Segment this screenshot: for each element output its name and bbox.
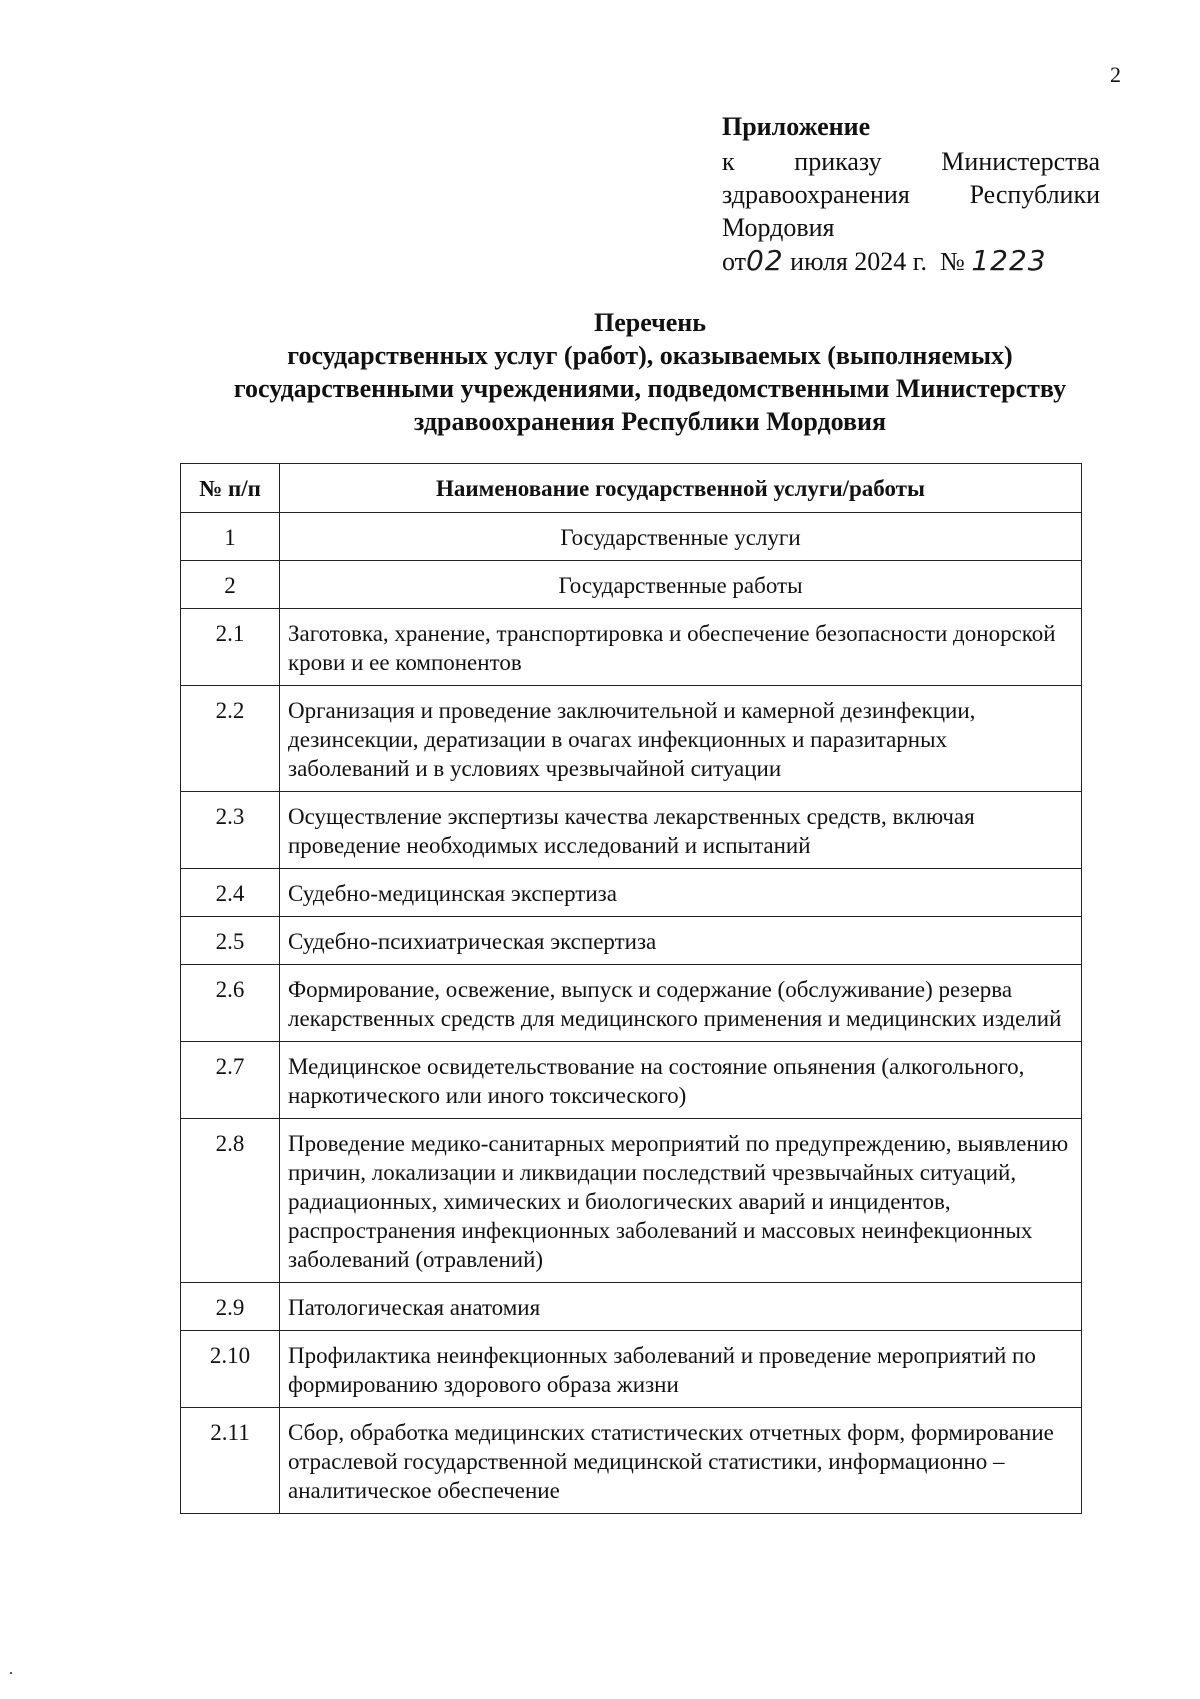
table-row	[181, 917, 1082, 965]
table-row	[181, 686, 1082, 792]
row-num: 2.11	[181, 1408, 280, 1514]
title-line-1: Перечень	[593, 308, 707, 337]
row-name: Государственные услуги	[280, 513, 1082, 561]
row-name: Осуществление экспертизы качества лекарственных средств, включая проведение необходимых исследований и испытаний	[280, 792, 1082, 869]
row-num: 2.10	[181, 1331, 280, 1408]
row-num: 2.4	[181, 869, 280, 917]
appendix-line-3: Мордовия	[722, 213, 835, 242]
table-row	[181, 1283, 1082, 1331]
row-name: Судебно-психиатрическая экспертиза	[280, 917, 1082, 965]
title-line-3: государственными учреждениями, подведомственными Министерству	[233, 374, 1067, 403]
table-row	[181, 1119, 1082, 1283]
table-row	[181, 513, 1082, 561]
table-row	[181, 1408, 1082, 1514]
row-name: Профилактика неинфекционных заболеваний и проведение мероприятий по формированию здорового образа жизни	[280, 1331, 1082, 1408]
row-name: Проведение медико-санитарных мероприятий по предупреждению, выявлению причин, локализации и ликвидации последствий чрезвычайных ситуаций, радиационных, химических и биологических аварий и инцидентов, распространения инфекционных заболеваний и массовых неинфекционных заболеваний (отравлений)	[280, 1119, 1082, 1283]
page-number: 2	[1110, 62, 1121, 87]
row-num: 2	[181, 561, 280, 609]
row-num: 2.3	[181, 792, 280, 869]
table-row	[181, 561, 1082, 609]
scan-speck	[10, 1672, 12, 1674]
row-num: 2.2	[181, 686, 280, 792]
table-row	[181, 869, 1082, 917]
row-name: Медицинское освидетельствование на состояние опьянения (алкогольного, наркотического или иного токсического)	[280, 1042, 1082, 1119]
row-name: Формирование, освежение, выпуск и содержание (обслуживание) резерва лекарственных средств для медицинского применения и медицинских изделий	[280, 965, 1082, 1042]
table-row	[181, 1042, 1082, 1119]
row-name: Патологическая анатомия	[280, 1283, 1082, 1331]
row-num: 2.1	[181, 609, 280, 686]
row-name: Судебно-медицинская экспертиза	[280, 869, 1082, 917]
row-num: 2.7	[181, 1042, 280, 1119]
row-num: 2.8	[181, 1119, 280, 1283]
date-prefix: от	[722, 247, 747, 276]
row-num: 1	[181, 513, 280, 561]
appendix-block	[722, 110, 1100, 278]
row-name: Сбор, обработка медицинских статистических отчетных форм, формирование отраслевой государственной медицинской статистики, информационно – аналитическое обеспечение	[280, 1408, 1082, 1514]
row-name: Организация и проведение заключительной и камерной дезинфекции, дезинсекции, дератизации в очагах инфекционных и паразитарных заболеваний и в условиях чрезвычайной ситуации	[280, 686, 1082, 792]
header-name: Наименование государственной услуги/работы	[280, 464, 1082, 513]
row-name: Государственные работы	[280, 561, 1082, 609]
table-row	[181, 1331, 1082, 1408]
services-table	[180, 463, 1082, 1514]
appendix-date-line	[722, 244, 1100, 278]
row-num: 2.5	[181, 917, 280, 965]
table-row	[181, 792, 1082, 869]
row-num: 2.6	[181, 965, 280, 1042]
order-number-handwritten: 1223	[971, 244, 1047, 277]
row-name: Заготовка, хранение, транспортировка и обеспечение безопасности донорской крови и ее компонентов	[280, 609, 1082, 686]
table-row	[181, 609, 1082, 686]
date-rest: июля 2024 г.	[790, 247, 928, 276]
header-num: № п/п	[181, 464, 280, 513]
appendix-line-1: к приказу Министерства	[722, 147, 1100, 176]
appendix-line-2: здравоохранения Республики	[722, 180, 1100, 209]
table-row	[181, 965, 1082, 1042]
row-num: 2.9	[181, 1283, 280, 1331]
table-header-row	[181, 464, 1082, 513]
document-title	[150, 306, 1150, 438]
title-line-4: здравоохранения Республики Мордовия	[413, 407, 887, 436]
date-day-handwritten: 02	[746, 244, 784, 277]
number-prefix: №	[940, 247, 965, 276]
title-line-2: государственных услуг (работ), оказываемых (выполняемых)	[287, 341, 1013, 370]
appendix-title: Приложение	[722, 112, 871, 141]
